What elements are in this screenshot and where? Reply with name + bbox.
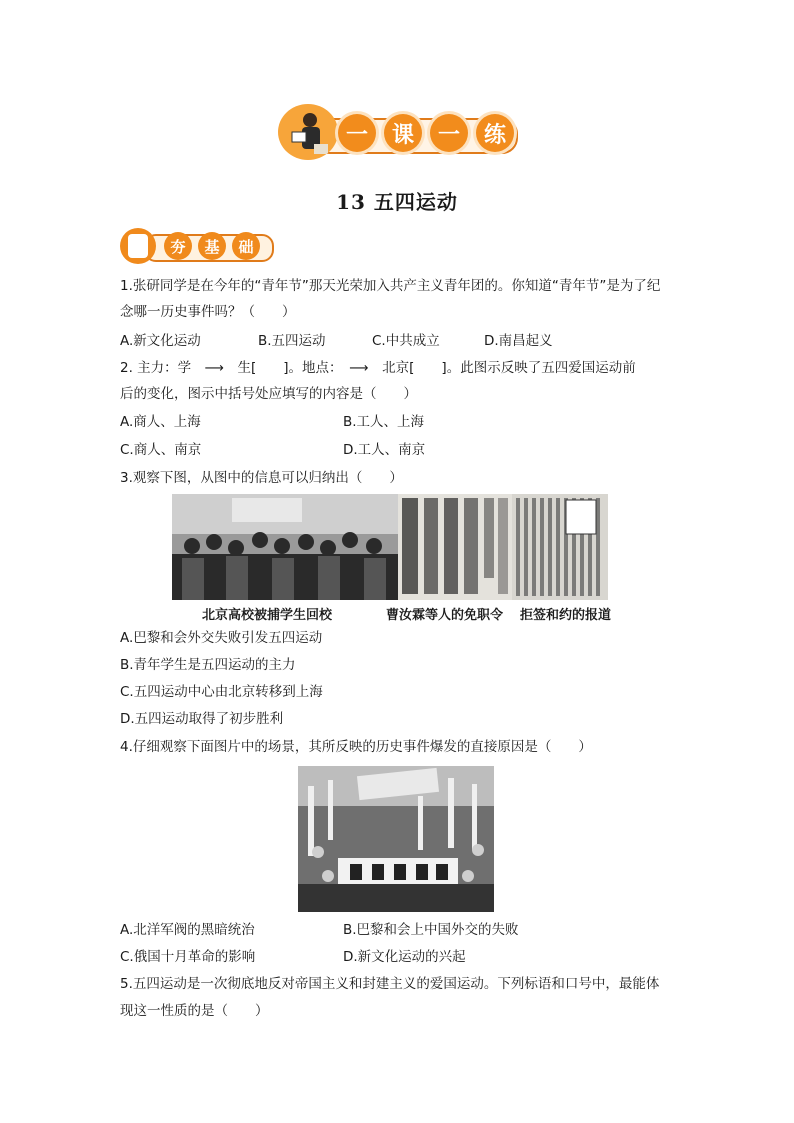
q2-option-a: A.商人、上海 (120, 414, 201, 430)
q3-option-d: D.五四运动取得了初步胜利 (120, 711, 284, 727)
q3-option-b: B.青年学生是五四运动的主力 (120, 657, 296, 673)
header-banner (278, 104, 518, 160)
section-char-1: 夯 (164, 232, 192, 260)
q3-option-a: A.巴黎和会外交失败引发五四运动 (120, 630, 323, 646)
q3-stem: 3.观察下图，从图中的信息可以归纳出（ ） (120, 470, 403, 486)
q3-option-c: C.五四运动中心由北京转移到上海 (120, 684, 323, 700)
banner-char-2: 课 (384, 114, 422, 152)
caption-students-return: 北京高校被捕学生回校 (202, 608, 333, 623)
q4-option-b: B.巴黎和会上中国外交的失败 (343, 922, 519, 938)
q4-option-a: A.北洋军阀的黑暗统治 (120, 922, 255, 938)
q4-stem: 4.仔细观察下面图片中的场景，其所反映的历史事件爆发的直接原因是（ ） (120, 739, 592, 755)
banner-char-4: 练 (476, 114, 514, 152)
q1-option-a: A.新文化运动 (120, 333, 201, 349)
q5-stem-line2: 现这一性质的是（ ） (120, 1003, 269, 1019)
photo-students-return (172, 494, 398, 600)
banner-char-3: 一 (430, 114, 468, 152)
q1-option-c: C.中共成立 (372, 333, 440, 349)
q1-stem-line2: 念哪一历史事件吗？（ ） (120, 304, 296, 320)
q2-option-c: C.商人、南京 (120, 442, 202, 458)
q2-option-d: D.工人、南京 (343, 442, 426, 458)
q1-stem-line1: 1.张研同学是在今年的“青年节”那天光荣加入共产主义青年团的。你知道“青年节”是为了纪 (120, 278, 661, 294)
q1-option-d: D.南昌起义 (484, 333, 553, 349)
photo-dismissal-order (398, 494, 512, 600)
caption-treaty-report: 拒签和约的报道 (520, 608, 612, 623)
banner-char-1: 一 (338, 114, 376, 152)
q5-stem-line1: 5.五四运动是一次彻底地反对帝国主义和封建主义的爱国运动。下列标语和口号中，最能体 (120, 976, 660, 992)
reading-student-icon (278, 104, 338, 160)
photo-may-fourth-protest (298, 766, 494, 912)
q4-option-c: C.俄国十月革命的影响 (120, 949, 256, 965)
photo-treaty-report (512, 494, 608, 600)
q1-option-b: B.五四运动 (258, 333, 326, 349)
q2-stem-line1: 2. 主力：学 ⟶ 生[ ]。地点： ⟶ 北京[ ]。此图示反映了五四爱国运动前 (120, 360, 636, 376)
section-badge (120, 228, 280, 264)
section-char-2: 基 (198, 232, 226, 260)
q2-option-b: B.工人、上海 (343, 414, 425, 430)
q2-stem-line2: 后的变化，图示中括号处应填写的内容是（ ） (120, 386, 417, 402)
book-icon (120, 228, 156, 264)
q4-option-d: D.新文化运动的兴起 (343, 949, 466, 965)
caption-dismissal-order: 曹汝霖等人的免职令 (386, 608, 504, 623)
page-title: 13 五四运动 (336, 190, 458, 214)
section-char-3: 础 (232, 232, 260, 260)
